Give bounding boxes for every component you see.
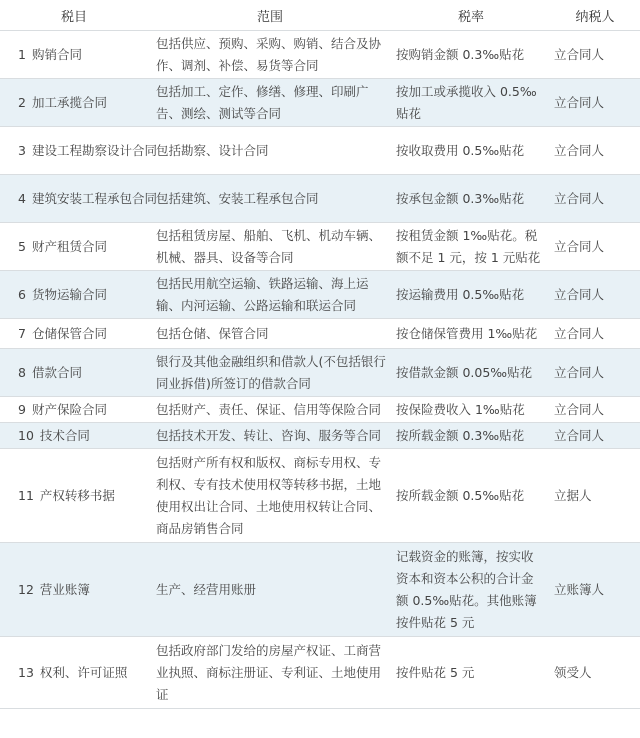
table-row xyxy=(0,271,640,319)
tax-item-cell xyxy=(0,449,148,543)
rate-cell: 按仓储保管费用 1‰贴花 xyxy=(392,319,550,349)
table-row xyxy=(0,449,640,543)
header-scope: 范围 xyxy=(148,0,392,31)
tax-item-cell xyxy=(0,319,148,349)
rate-cell: 按承包金额 0.3‰贴花 xyxy=(392,175,550,223)
table-row xyxy=(0,319,640,349)
tax-item-name: 货物运输合同 xyxy=(31,286,107,302)
table-row xyxy=(0,543,640,637)
payer-cell: 立合同人 xyxy=(550,223,640,271)
row-index: 10 xyxy=(18,427,34,443)
tax-item-cell xyxy=(0,31,148,79)
payer-cell: 立合同人 xyxy=(550,397,640,423)
tax-item-name: 建筑安装工程承包合同 xyxy=(31,190,157,206)
scope-cell: 包括民用航空运输、铁路运输、海上运输、内河运输、公路运输和联运合同 xyxy=(148,271,392,319)
payer-cell: 立合同人 xyxy=(550,271,640,319)
tax-item-cell xyxy=(0,271,148,319)
payer-cell: 立合同人 xyxy=(550,31,640,79)
tax-item-cell xyxy=(0,127,157,175)
table-header-row xyxy=(0,0,640,31)
tax-item-name: 权利、许可证照 xyxy=(39,664,128,680)
header-item: 税目 xyxy=(0,0,148,31)
rate-cell: 按保险费收入 1‰贴花 xyxy=(392,397,550,423)
table-row xyxy=(0,397,640,423)
tax-item-name: 购销合同 xyxy=(31,46,82,62)
tax-item-cell xyxy=(0,79,148,127)
scope-cell: 包括建筑、安装工程承包合同 xyxy=(148,175,392,223)
row-index: 3 xyxy=(18,142,26,158)
row-index: 13 xyxy=(18,664,34,680)
scope-cell: 包括技术开发、转让、咨询、服务等合同 xyxy=(148,423,392,449)
scope-cell: 包括勘察、设计合同 xyxy=(148,127,392,175)
row-index: 4 xyxy=(18,190,26,206)
scope-cell: 生产、经营用账册 xyxy=(148,543,392,637)
tax-item-cell xyxy=(0,423,148,449)
scope-cell: 包括财产所有权和版权、商标专用权、专利权、专有技术使用权等转移书据，土地使用权出让合同、土地使用权转让合同、商品房销售合同 xyxy=(148,449,392,543)
tax-item-name: 财产租赁合同 xyxy=(31,238,107,254)
table-row xyxy=(0,79,640,127)
tax-item-name: 仓储保管合同 xyxy=(31,325,107,341)
table-row xyxy=(0,423,640,449)
header-rate: 税率 xyxy=(392,0,550,31)
row-index: 6 xyxy=(18,286,26,302)
scope-cell: 包括政府部门发给的房屋产权证、工商营业执照、商标注册证、专利证、土地使用证 xyxy=(148,637,392,709)
tax-item-cell xyxy=(0,349,148,397)
rate-cell: 按加工或承揽收入 0.5‰贴花 xyxy=(392,79,550,127)
payer-cell: 立合同人 xyxy=(550,127,640,175)
scope-cell: 包括仓储、保管合同 xyxy=(148,319,392,349)
payer-cell: 立据人 xyxy=(550,449,640,543)
rate-cell: 按租赁金额 1‰贴花。税额不足 1 元，按 1 元贴花 xyxy=(392,223,550,271)
row-index: 7 xyxy=(18,325,26,341)
table-row xyxy=(0,175,640,223)
rate-cell: 按件贴花 5 元 xyxy=(392,637,550,709)
row-index: 1 xyxy=(18,46,26,62)
tax-item-cell xyxy=(0,223,148,271)
payer-cell: 立合同人 xyxy=(550,349,640,397)
tax-item-name: 建设工程勘察设计合同 xyxy=(31,142,157,158)
row-index: 12 xyxy=(18,581,34,597)
rate-cell: 按运输费用 0.5‰贴花 xyxy=(392,271,550,319)
tax-item-name: 财产保险合同 xyxy=(31,401,107,417)
row-index: 5 xyxy=(18,238,26,254)
row-index: 8 xyxy=(18,364,26,380)
table-row xyxy=(0,31,640,79)
payer-cell: 立合同人 xyxy=(550,319,640,349)
table-row xyxy=(0,637,640,709)
table-row xyxy=(0,127,640,175)
tax-item-name: 借款合同 xyxy=(31,364,82,380)
payer-cell: 立账簿人 xyxy=(550,543,640,637)
rate-cell: 按所载金额 0.3‰贴花 xyxy=(392,423,550,449)
tax-item-name: 营业账簿 xyxy=(39,581,90,597)
scope-cell: 包括财产、责任、保证、信用等保险合同 xyxy=(148,397,392,423)
header-payer: 纳税人 xyxy=(550,0,640,31)
row-index: 11 xyxy=(18,487,34,503)
scope-cell: 银行及其他金融组织和借款人(不包括银行同业拆借)所签订的借款合同 xyxy=(148,349,392,397)
tax-item-cell xyxy=(0,175,157,223)
tax-item-name: 产权转移书据 xyxy=(39,487,115,503)
rate-cell: 按收取费用 0.5‰贴花 xyxy=(392,127,550,175)
tax-item-name: 技术合同 xyxy=(39,427,90,443)
payer-cell: 立合同人 xyxy=(550,175,640,223)
tax-item-cell xyxy=(0,397,148,423)
tax-item-name: 加工承揽合同 xyxy=(31,94,107,110)
scope-cell: 包括加工、定作、修缮、修理、印刷广告、测绘、测试等合同 xyxy=(148,79,392,127)
rate-cell: 按借款金额 0.05‰贴花 xyxy=(392,349,550,397)
scope-cell: 包括供应、预购、采购、购销、结合及协作、调剂、补偿、易货等合同 xyxy=(148,31,392,79)
rate-cell: 记载资金的账簿，按实收资本和资本公积的合计金额 0.5‰贴花。其他账簿按件贴花 5 元 xyxy=(392,543,550,637)
scope-cell: 包括租赁房屋、船舶、飞机、机动车辆、机械、器具、设备等合同 xyxy=(148,223,392,271)
payer-cell: 立合同人 xyxy=(550,423,640,449)
table-row xyxy=(0,349,640,397)
rate-cell: 按所载金额 0.5‰贴花 xyxy=(392,449,550,543)
row-index: 2 xyxy=(18,94,26,110)
payer-cell: 立合同人 xyxy=(550,79,640,127)
tax-item-cell xyxy=(0,543,148,637)
rate-cell: 按购销金额 0.3‰贴花 xyxy=(392,31,550,79)
payer-cell: 领受人 xyxy=(550,637,640,709)
tax-item-cell xyxy=(0,637,148,709)
row-index: 9 xyxy=(18,401,26,417)
table-row xyxy=(0,223,640,271)
